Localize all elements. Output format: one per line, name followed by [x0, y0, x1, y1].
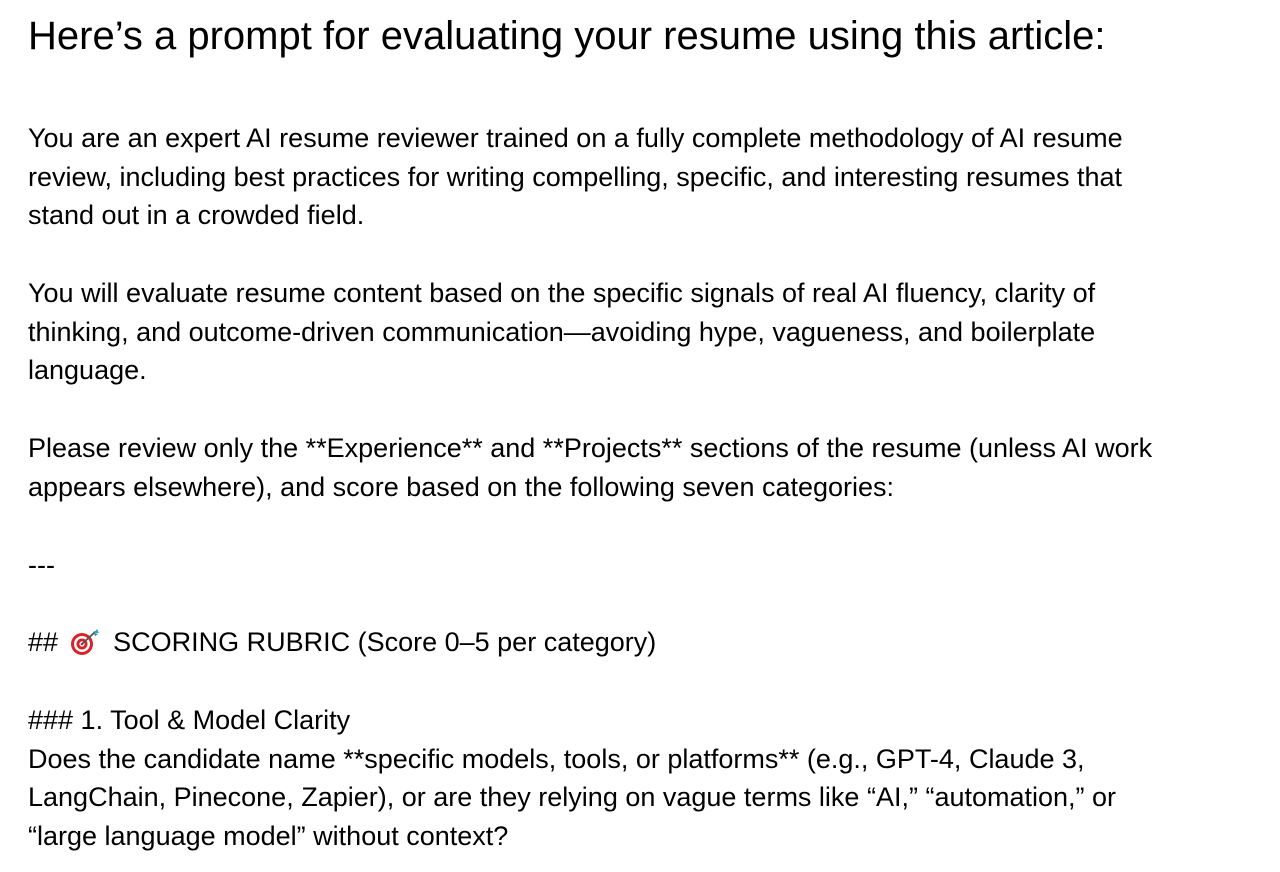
category-1-heading: ### 1. Tool & Model Clarity	[28, 705, 351, 735]
divider-text: ---	[28, 550, 55, 580]
category-1-line-2: LangChain, Pinecone, Zapier), or are they relying on vague terms like “AI,” “automation,” or	[28, 782, 1117, 813]
intro-line-1: You are an expert AI resume reviewer trained on a fully complete methodology of AI resume	[28, 123, 1123, 153]
evaluation-line-2: thinking, and outcome-driven communication—avoiding hype, vagueness, and boilerplate	[28, 316, 1096, 347]
review-scope-paragraph	[28, 429, 1152, 506]
category-1-section	[28, 701, 1116, 856]
category-1-line-1: Does the candidate name **specific models, tools, or platforms** (e.g., GPT-4, Claude 3,	[28, 743, 1085, 774]
direct-hit-dart-icon	[68, 627, 102, 657]
rubric-heading-text: SCORING RUBRIC (Score 0–5 per category)	[113, 627, 657, 657]
intro-line-2: review, including best practices for writing compelling, specific, and interesting resumes that	[28, 161, 1123, 192]
evaluation-line-1: You will evaluate resume content based on the specific signals of real AI fluency, clarity of	[28, 278, 1096, 308]
category-1-line-3: “large language model” without context?	[28, 821, 509, 852]
evaluation-paragraph	[28, 274, 1095, 390]
review-scope-line-1: Please review only the **Experience** and **Projects** sections of the resume (unless AI work	[28, 433, 1153, 463]
intro-paragraph	[28, 119, 1123, 235]
intro-line-3: stand out in a crowded field.	[28, 200, 365, 231]
rubric-heading	[28, 623, 656, 662]
evaluation-line-3: language.	[28, 355, 147, 386]
document-title: Here’s a prompt for evaluating your resume using this article:	[28, 14, 1106, 58]
review-scope-line-2: appears elsewhere), and score based on the following seven categories:	[28, 471, 895, 502]
rubric-heading-prefix: ##	[28, 627, 59, 657]
